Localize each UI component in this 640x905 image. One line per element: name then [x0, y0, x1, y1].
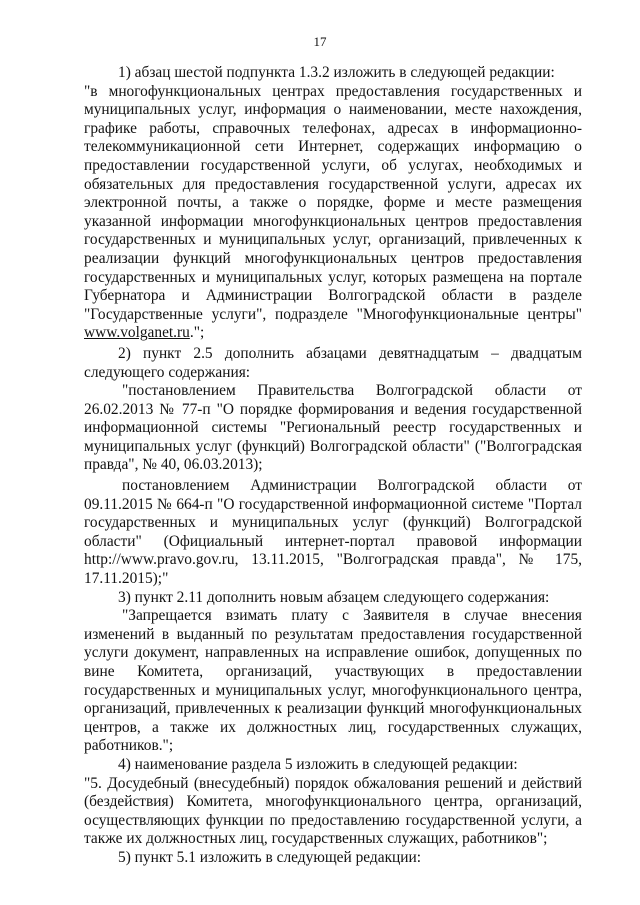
paragraph-2-text: "в многофункциональных центрах предоставления государственных и муниципальных услуг, информация о наименовании, месте нахождения, графике работы, справочных телефонах, адресах в информационно-телекоммуникационной сети Интернет, содержащих информацию о предоставлении государственной услуги, об услугах, необходимых и обязательных для предоставления государственной услуги, адресах их электронной почты, а также о порядке, форме и месте размещения указанной информации многофункциональных центров предоставления государственных и муниципальных услуг, организаций, привлеченных к реализации функций многофункциональных центров предоставления государственных и муниципальных услуг, которых размещена на портале Губернатора и Администрации Волгоградской области в разделе "Государственные услуги", подразделе "Многофункциональные центры"	[84, 82, 582, 323]
paragraph-2	[84, 83, 582, 343]
paragraph-10: 5) пункт 5.1 изложить в следующей редакции:	[118, 848, 422, 866]
document-body	[84, 64, 582, 868]
paragraph-3: 2) пункт 2.5 дополнить абзацами девятнадцатым – двадцатым следующего содержания:	[84, 344, 582, 381]
paragraph-4: "постановлением Правительства Волгоградской области от 26.02.2013 № 77-п "О порядке формирования и ведения государственной информационной системы "Региональный реестр государственных и муниципальных услуг (функций) Волгоградской области" ("Волгоградская правда", № 40, 06.03.2013);	[84, 382, 582, 474]
paragraph-9: "5. Досудебный (внесудебный) порядок обжалования решений и действий (бездействия) Комитета, многофункционального центра, организаций, осуществляющих функции по предоставлению государственной услуги, а также их должностных лиц, государственных служащих, работников";	[84, 774, 582, 848]
paragraph-5: постановлением Администрации Волгоградской области от 09.11.2015 № 664-п "О государственной информационной системе "Портал государственных и муниципальных услуг (функций) Волгоградской области" (Официальный интернет-портал правовой информации http://www.pravo.gov.ru, 13.11.2015, "Волгоградская правда", № 175, 17.11.2015);"	[84, 477, 582, 588]
paragraph-2-tail: .";	[189, 324, 205, 342]
paragraph-8: 4) наименование раздела 5 изложить в следующей редакции:	[118, 755, 518, 773]
page-number: 17	[313, 34, 327, 49]
volganet-link[interactable]: www.volganet.ru	[84, 324, 190, 342]
paragraph-1: 1) абзац шестой подпункта 1.3.2 изложить в следующей редакции:	[118, 64, 555, 81]
paragraph-7: "Запрещается взимать плату с Заявителя в случае внесения изменений в выданный по результатам предоставления государственной услуги документ, направленных на исправление ошибок, допущенных по вине Комитета, организаций, участвующих в предоставлении государственных и муниципальных услуг, многофункционального центра, организаций, привлеченных к реализации функций многофункциональных центров, а также их должностных лиц, государственных служащих, работников.";	[84, 607, 582, 755]
paragraph-6: 3) пункт 2.11 дополнить новым абзацем следующего содержания:	[118, 588, 550, 606]
